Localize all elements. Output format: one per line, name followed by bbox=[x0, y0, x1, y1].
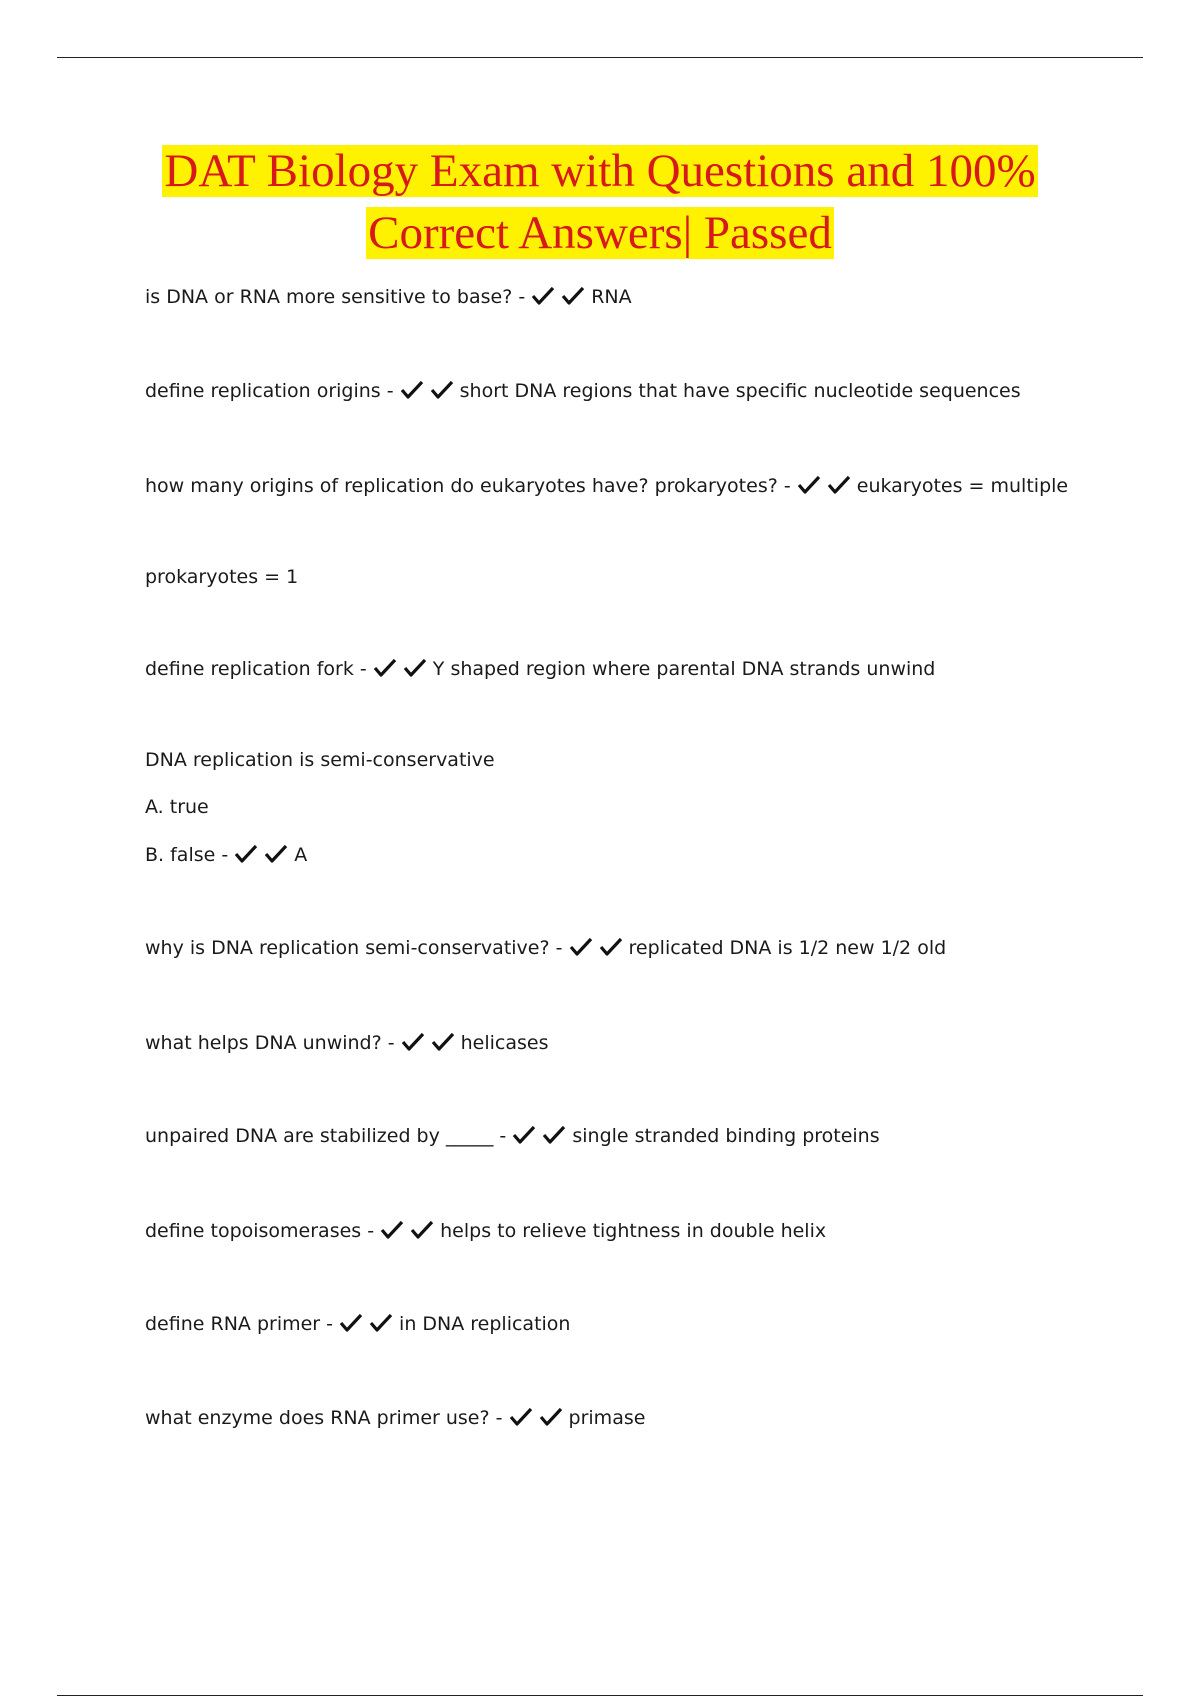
text-line bbox=[145, 748, 495, 772]
question-text: unpaired DNA are stabilized by _____ - bbox=[145, 1125, 507, 1147]
qa-line bbox=[145, 474, 1068, 498]
checkmark-icon bbox=[403, 658, 429, 678]
body-text: DNA replication is semi-conservative bbox=[145, 749, 495, 771]
checkmark-icon bbox=[380, 1220, 406, 1240]
checkmark-icon bbox=[234, 844, 260, 864]
question-text: why is DNA replication semi-conservative? - bbox=[145, 937, 563, 959]
checkmark-icon bbox=[561, 286, 587, 306]
question-text: define replication fork - bbox=[145, 658, 367, 680]
answer-text: helps to relieve tightness in double helix bbox=[440, 1220, 827, 1242]
checkmark-icon bbox=[410, 1220, 436, 1240]
question-text: how many origins of replication do eukaryotes have? prokaryotes? - bbox=[145, 475, 791, 497]
answer-text: primase bbox=[568, 1407, 646, 1429]
top-rule bbox=[57, 57, 1143, 58]
qa-line bbox=[145, 843, 307, 867]
option-text: A. true bbox=[145, 796, 209, 818]
qa-line bbox=[145, 1219, 826, 1243]
text-line bbox=[145, 795, 209, 819]
answer-text: RNA bbox=[591, 286, 632, 308]
qa-line bbox=[145, 1124, 880, 1148]
checkmark-icon bbox=[542, 1125, 568, 1145]
bottom-rule bbox=[57, 1695, 1143, 1696]
question-text: what helps DNA unwind? - bbox=[145, 1032, 395, 1054]
question-text: is DNA or RNA more sensitive to base? - bbox=[145, 286, 526, 308]
checkmark-icon bbox=[509, 1407, 535, 1427]
document-title bbox=[100, 140, 1100, 264]
checkmark-icon bbox=[569, 937, 595, 957]
answer-text: single stranded binding proteins bbox=[572, 1125, 880, 1147]
checkmark-icon bbox=[539, 1407, 565, 1427]
qa-line bbox=[145, 1406, 645, 1430]
checkmark-icon bbox=[400, 380, 426, 400]
answer-text: helicases bbox=[460, 1032, 549, 1054]
checkmark-icon bbox=[797, 475, 823, 495]
answer-text: short DNA regions that have specific nucleotide sequences bbox=[459, 380, 1021, 402]
body-text: prokaryotes = 1 bbox=[145, 566, 299, 588]
answer-text: in DNA replication bbox=[399, 1313, 571, 1335]
question-text: what enzyme does RNA primer use? - bbox=[145, 1407, 503, 1429]
answer-text: eukaryotes = multiple bbox=[856, 475, 1069, 497]
checkmark-icon bbox=[339, 1313, 365, 1333]
qa-line bbox=[145, 657, 935, 681]
question-text: define RNA primer - bbox=[145, 1313, 333, 1335]
question-text: define replication origins - bbox=[145, 380, 394, 402]
option-text: B. false - bbox=[145, 844, 229, 866]
answer-text: replicated DNA is 1/2 new 1/2 old bbox=[628, 937, 947, 959]
checkmark-icon bbox=[599, 937, 625, 957]
text-line bbox=[145, 565, 298, 589]
checkmark-icon bbox=[531, 286, 557, 306]
title-line-2: Correct Answers| Passed bbox=[368, 207, 832, 259]
question-text: define topoisomerases - bbox=[145, 1220, 375, 1242]
qa-line bbox=[145, 1031, 549, 1055]
checkmark-icon bbox=[373, 658, 399, 678]
title-line-1: DAT Biology Exam with Questions and 100% bbox=[164, 145, 1036, 197]
answer-text: A bbox=[294, 844, 308, 866]
checkmark-icon bbox=[369, 1313, 395, 1333]
qa-line bbox=[145, 1312, 570, 1336]
qa-line bbox=[145, 285, 632, 309]
checkmark-icon bbox=[827, 475, 853, 495]
checkmark-icon bbox=[431, 1032, 457, 1052]
answer-text: Y shaped region where parental DNA strands unwind bbox=[432, 658, 936, 680]
qa-line bbox=[145, 936, 946, 960]
checkmark-icon bbox=[264, 844, 290, 864]
checkmark-icon bbox=[430, 380, 456, 400]
checkmark-icon bbox=[512, 1125, 538, 1145]
checkmark-icon bbox=[401, 1032, 427, 1052]
qa-line bbox=[145, 379, 1021, 403]
